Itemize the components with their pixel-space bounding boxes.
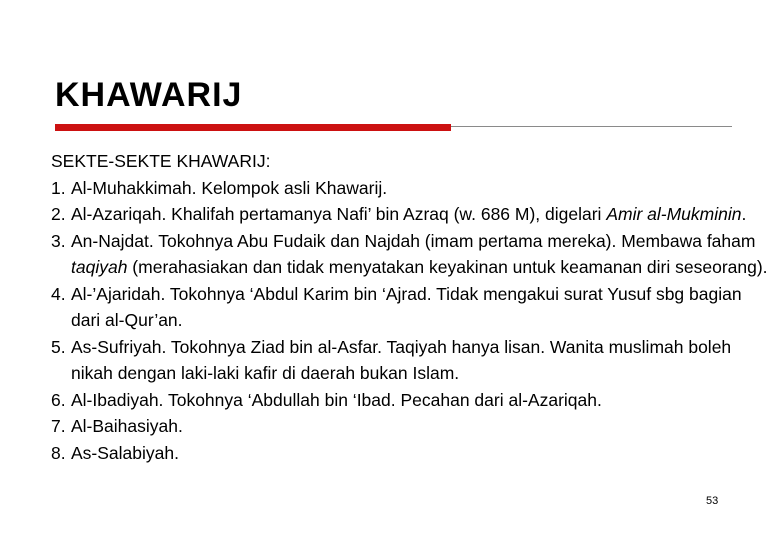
list-item xyxy=(51,228,773,281)
list-item xyxy=(51,334,773,387)
list-item-italic-term: Amir al-Mukminin xyxy=(606,204,742,224)
list-item xyxy=(51,281,773,334)
list-item-text: Al-Muhakkimah. Kelompok asli Khawarij. xyxy=(71,177,388,198)
sect-list xyxy=(51,175,773,467)
list-item xyxy=(51,201,773,228)
list-item-text: Al-’Ajaridah. Tokohnya ‘Abdul Karim bin ‘Ajrad. Tidak mengakui surat Yusuf sbg bagian dari al-Qur’an. xyxy=(71,283,742,330)
list-item-number: 5. xyxy=(51,336,66,357)
list-item xyxy=(51,413,773,440)
section-heading: SEKTE-SEKTE KHAWARIJ: xyxy=(51,151,271,171)
list-item-number: 3. xyxy=(51,230,66,251)
list-item-number: 1. xyxy=(51,177,66,198)
list-item-number: 6. xyxy=(51,389,66,410)
list-item-text: Al-Azariqah. Khalifah pertamanya Nafi’ bin Azraq (w. 686 M), digelari xyxy=(71,204,607,224)
list-item-italic-term: taqiyah xyxy=(71,257,128,277)
slide-body xyxy=(51,148,773,466)
list-item xyxy=(51,440,773,467)
slide-title: KHAWARIJ xyxy=(55,76,243,114)
page-number: 53 xyxy=(706,495,719,507)
title-accent-bar xyxy=(55,124,451,131)
list-item-number: 8. xyxy=(51,442,66,463)
list-item-number: 4. xyxy=(51,283,66,304)
list-item-text: As-Salabiyah. xyxy=(71,442,179,463)
list-item xyxy=(51,387,773,414)
list-item-text: An-Najdat. Tokohnya Abu Fudaik dan Najdah (imam pertama mereka). Membawa faham xyxy=(71,230,756,251)
list-item-number: 7. xyxy=(51,416,66,436)
list-item-number: 2. xyxy=(51,204,66,224)
list-item-text: (merahasiakan dan tidak menyatakan keyakinan untuk keamanan diri seseorang). xyxy=(127,257,768,277)
list-item-text: Al-Baihasiyah. xyxy=(71,416,183,436)
list-item xyxy=(51,175,773,202)
list-item-text: . xyxy=(741,204,747,224)
list-item-text: As-Sufriyah. Tokohnya Ziad bin al-Asfar. Taqiyah hanya lisan. Wanita muslimah boleh nikah dengan laki-laki kafir di daerah bukan Islam. xyxy=(71,336,732,383)
list-item-text: Al-Ibadiyah. Tokohnya ‘Abdullah bin ‘Ibad. Pecahan dari al-Azariqah. xyxy=(71,389,602,410)
